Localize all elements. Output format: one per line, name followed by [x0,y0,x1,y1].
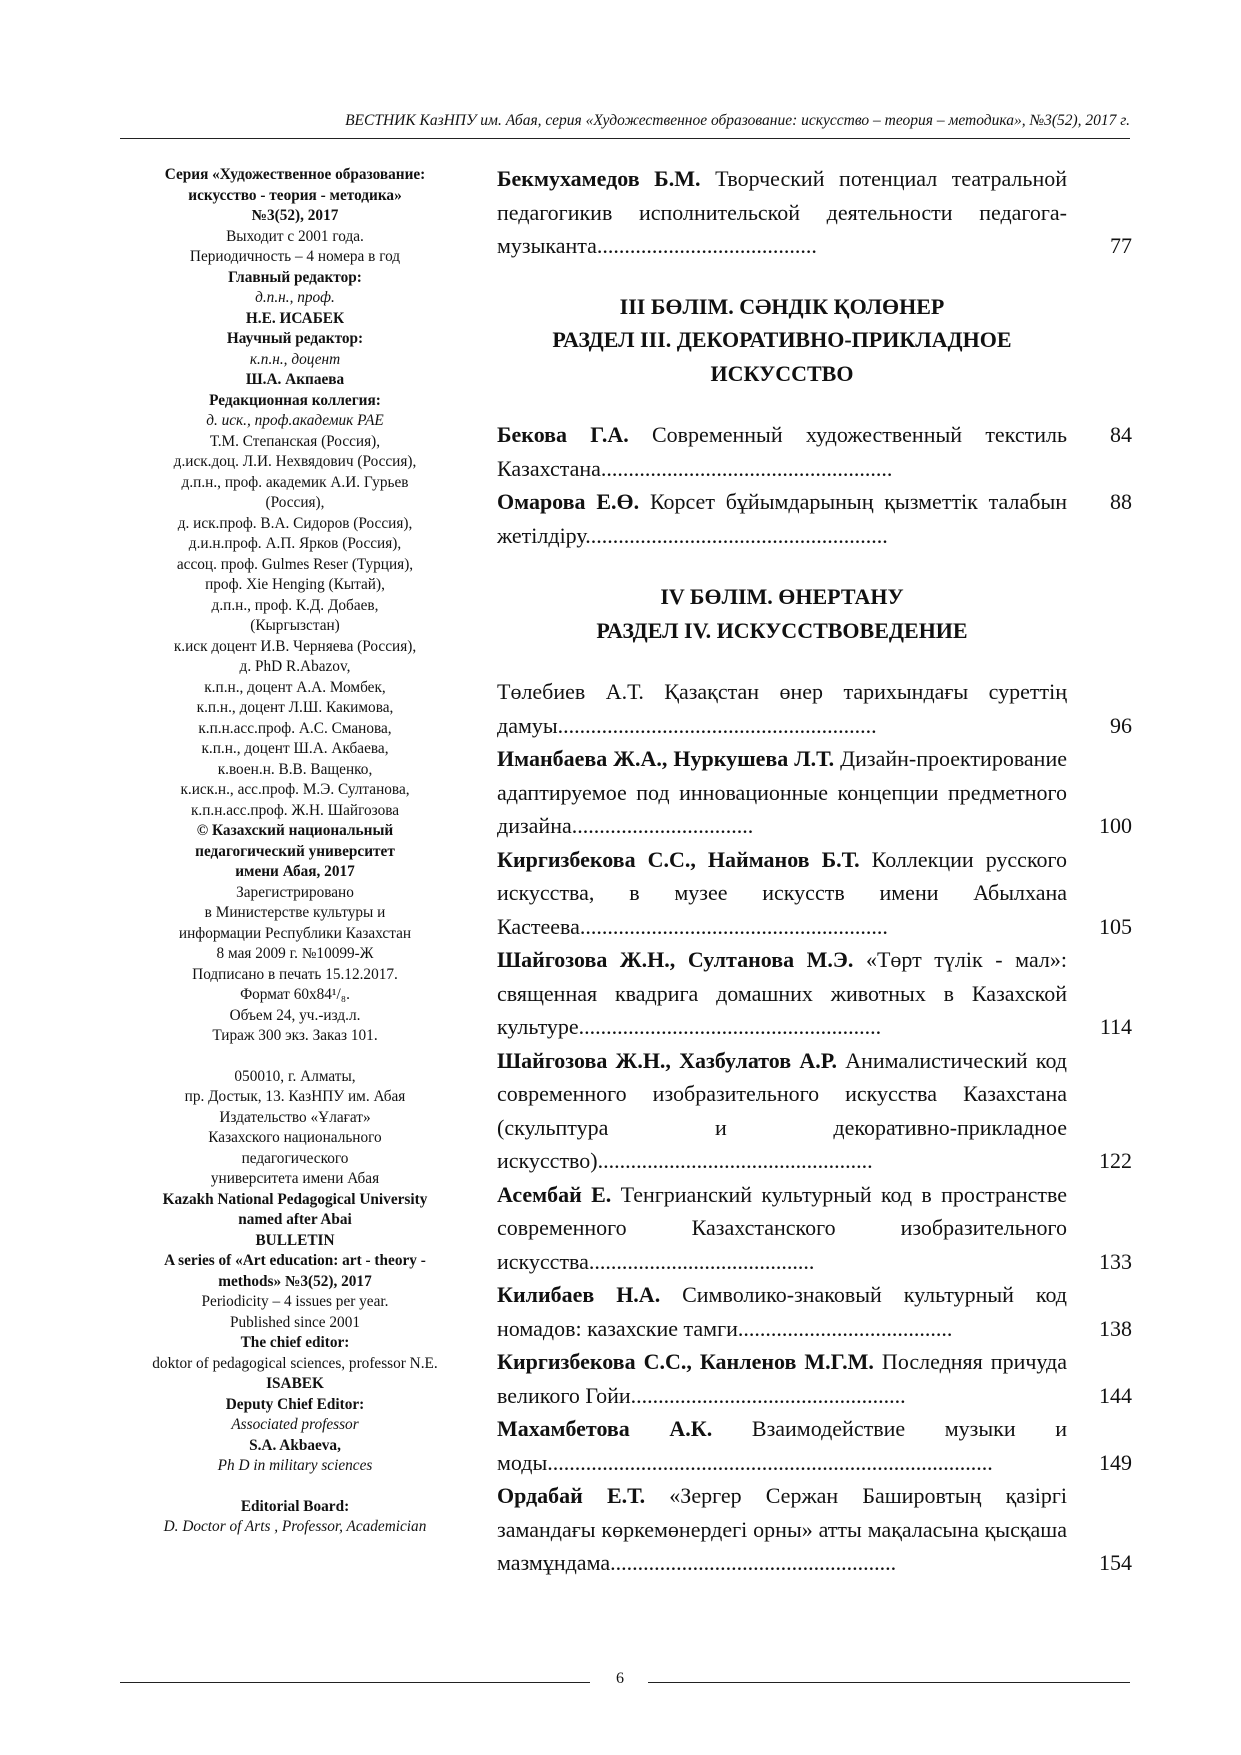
section-heading-line: ИСКУССТВО [710,360,854,386]
toc-author: Шайгозова Ж.Н., Султанова М.Э. [497,947,854,972]
info-line: Серия «Художественное образование: [164,166,426,183]
toc-page-number: 138 [1099,1315,1132,1341]
toc-entry-text [497,675,1067,742]
toc-entry [497,1178,1132,1279]
info-line: к.п.н., доцент [249,350,341,368]
info-line: д.и.н.проф. А.П. Ярков (Россия), [188,535,402,552]
info-line: университета имени Абая [210,1170,380,1187]
toc-entry-text [497,943,1067,1044]
info-line: к.п.н., доцент Л.Ш. Какимова, [196,699,394,716]
toc-entry [497,1412,1132,1479]
info-line: проф. Xie Henging (Кытай), [205,576,385,593]
toc-entry [497,418,1132,485]
toc-page-number: 144 [1099,1382,1132,1408]
info-line: Ш.А. Акпаева [245,371,345,388]
toc-page-number: 100 [1099,813,1132,838]
info-line: пр. Достык, 13. КазНПУ им. Абая [184,1088,406,1105]
toc-author: Киргизбекова С.С., Найманов Б.Т. [497,846,860,872]
section-heading [497,290,1067,391]
section-heading-line: IV БӨЛІМ. ӨНЕРТАНУ [660,584,904,609]
toc-entry-text [497,162,1067,263]
info-line: A series of «Art education: art - theory - [164,1252,426,1269]
table-of-contents [497,162,1132,1580]
info-line: Редакционная коллегия: [209,391,381,409]
info-line: Объем 24, уч.-изд.л. [229,1006,361,1024]
info-line: Научный редактор: [226,330,364,347]
info-line: (Кыргызстан) [250,617,340,634]
info-line: Зарегистрировано [236,883,354,901]
toc-entry [497,1044,1132,1178]
info-line: 050010, г. Алматы, [234,1067,356,1085]
info-line: д.иск.доц. Л.И. Нехвядович (Россия), [173,453,417,470]
running-header: ВЕСТНИК КазНПУ им. Абая, серия «Художественное образование: искусство – теория – методика», №3(52), 2017 г. [345,112,1130,129]
toc-title: Современный художественный текстиль Казахстана..................................................... [497,422,1067,481]
info-line: Ph D in military sciences [217,1457,373,1474]
toc-entry [497,1345,1132,1412]
info-line: Периодичность – 4 номера в год [189,248,401,265]
toc-page-number: 133 [1099,1248,1132,1274]
toc-page-number: 114 [1099,1014,1132,1039]
info-line: искусство - теория - методика» [188,186,402,204]
info-line: имени Абая, 2017 [235,863,355,880]
toc-title: Анималистический код современного изобразительного искусства Казахстана (скульптура и декоративно-прикладное искусство).................................................. [497,1047,1068,1173]
toc-author: Килибаев Н.А. [497,1282,661,1307]
info-line: Associated professor [231,1416,359,1433]
info-line: methods» №3(52), 2017 [218,1272,372,1290]
toc-entry-text [497,1178,1067,1279]
info-line: The chief editor: [240,1334,350,1351]
toc-title: Тенгрианский культурный код в пространстве современного Казахстанского изобразительного искусства......................................... [497,1181,1067,1274]
toc-page-number: 122 [1099,1148,1132,1173]
spacer [115,1047,475,1067]
info-line: педагогический университет [195,842,395,860]
info-line: © Казахский национальный [196,822,394,839]
page-number: 6 [616,1670,624,1687]
toc-title: Последняя причуда великого Гойи.................................................. [497,1349,1067,1408]
footer-rule-right [648,1682,1130,1683]
toc-title: Взаимодействие музыки и моды................................................................................. [497,1416,1068,1475]
toc-entry-text [497,1278,1067,1345]
info-line: Издательство «Ұлағат» [219,1108,371,1126]
info-line: к.п.н., доцент Ш.А. Акбаева, [201,740,389,757]
toc-page-number: 105 [1099,913,1132,939]
toc-entry-text [497,1479,1067,1580]
editorial-info-column [115,165,475,1538]
info-line: Н.Е. ИСАБЕК [245,309,345,327]
info-line: Periodicity – 4 issues per year. [201,1293,389,1310]
toc-page-number: 96 [1110,712,1132,738]
info-line: №3(52), 2017 [251,207,339,224]
info-line: д. PhD R.Abazov, [239,658,351,675]
toc-entry-text [497,1044,1067,1178]
toc-title: Төлебиев А.Т. Қазақстан өнер тарихындағы суреттің дамуы.......................................................... [497,679,1067,738]
toc-title: Творческий потенциал театральной педагогикив исполнительской деятельности педагога-музыканта........................................ [497,166,1067,258]
toc-entry [497,1479,1132,1580]
header-rule [120,138,1130,139]
toc-author: Асембай Е. [497,1181,612,1207]
info-line: к.п.н., доцент А.А. Момбек, [204,678,386,696]
toc-entry [497,675,1132,742]
toc-entry-text [497,1412,1067,1479]
info-line: к.иск.н., асс.проф. М.Э. Султанова, [180,781,410,798]
info-line: Формат 60x84¹/₈. [240,986,350,1003]
info-line: Deputy Chief Editor: [225,1395,365,1413]
toc-entry [497,943,1132,1044]
info-line: S.A. Akbaeva, [249,1436,341,1454]
toc-author: Махамбетова А.К. [497,1416,713,1441]
info-line: д. иск., проф.академик РАЕ [206,412,384,429]
info-line: ISABEK [266,1375,324,1392]
info-line: к.п.н.асс.проф. Ж.Н. Шайгозова [190,801,400,819]
info-line: к.воен.н. В.В. Ващенко, [217,760,373,778]
info-line: д.п.н., проф. академик А.И. Гурьев [181,473,409,491]
toc-page-number: 88 [1110,489,1132,514]
toc-entry [497,485,1132,552]
toc-entry [497,162,1132,263]
info-line: Kazakh National Pedagogical University [162,1190,428,1208]
info-line: named after Abai [238,1211,352,1228]
info-line: Выходит с 2001 года. [226,227,364,245]
info-line: Editorial Board: [240,1497,350,1515]
info-line: ассоц. проф. Gulmes Reser (Турция), [176,555,414,573]
toc-page-number: 149 [1099,1449,1132,1475]
toc-page-number: 154 [1099,1550,1132,1575]
info-line: д.п.н., проф. К.Д. Добаев, [211,596,379,614]
info-line: Казахского национального [208,1129,382,1146]
info-line: (Россия), [265,494,325,511]
toc-title: «Төрт түлік - мал»: священная квадрига домашних животных в Казахской культуре....................................................... [497,947,1068,1039]
info-line: Главный редактор: [228,268,362,286]
toc-author: Иманбаева Ж.А., Нуркушева Л.Т. [497,746,835,771]
info-line: д.п.н., проф. [255,289,335,306]
toc-entry-text [497,742,1067,843]
toc-author: Бекова Г.А. [497,422,629,447]
toc-entry [497,1278,1132,1345]
toc-title: Корсет бұйымдарының қызметтік талабын жетілдіру....................................................... [497,489,1067,548]
info-line: информации Республики Казахстан [178,924,412,942]
toc-entry-text [497,843,1067,944]
info-line: doktor of pedagogical sciences, professor N.E. [152,1354,438,1372]
toc-author: Бекмухамедов Б.М. [497,166,701,191]
section-heading [497,580,1067,647]
section-heading-line: ІІІ БӨЛІМ. СӘНДІК ҚОЛӨНЕР [619,293,945,319]
info-line: Published since 2001 [229,1313,361,1331]
info-line: Т.М. Степанская (Россия), [209,432,381,450]
toc-page-number: 84 [1110,422,1132,447]
info-line: педагогического [241,1149,349,1167]
toc-title: Символико-знаковый культурный код номадов: казахские тамги....................................... [497,1282,1067,1341]
info-line: D. Doctor of Arts , Professor, Academician [163,1518,427,1535]
toc-entry-text [497,1345,1067,1412]
section-heading-line: РАЗДЕЛ ІІІ. ДЕКОРАТИВНО-ПРИКЛАДНОЕ [552,327,1012,352]
toc-entry-text [497,418,1067,485]
info-line: Тираж 300 экз. Заказ 101. [212,1027,378,1044]
toc-title: «Зергер Сержан Башировтың қазіргі замандағы көркемөнердегі орны» атты мақаласына қысқаша мазмұндама.................................................... [497,1483,1067,1575]
info-line: к.иск доцент И.В. Черняева (Россия), [173,637,417,655]
toc-entry [497,843,1132,944]
toc-entry [497,742,1132,843]
toc-page-number: 77 [1110,233,1132,258]
footer-rule-left [120,1682,590,1683]
section-heading-line: РАЗДЕЛ IV. ИСКУССТВОВЕДЕНИЕ [596,617,968,643]
toc-title: Коллекции русского искусства, в музее искусств имени Абылхана Кастеева........................................................ [497,846,1067,939]
toc-author: Киргизбекова С.С., Канленов М.Г.М. [497,1349,874,1374]
info-line: Подписано в печать 15.12.2017. [192,965,398,983]
info-line: BULLETIN [255,1231,335,1249]
toc-title: Дизайн-проектирование адаптируемое под инновационные концепции предметного дизайна................................. [497,746,1067,838]
toc-author: Шайгозова Ж.Н., Хазбулатов А.Р. [497,1047,837,1073]
info-line: в Министерстве культуры и [204,904,386,921]
info-line: 8 мая 2009 г. №10099-Ж [216,945,374,962]
toc-entry-text [497,485,1067,552]
info-line: к.п.н.асс.проф. А.С. Сманова, [198,719,392,737]
spacer [115,1477,475,1497]
toc-author: Омарова Е.Ө. [497,489,640,514]
toc-author: Ордабай Е.Т. [497,1483,646,1508]
info-line: д. иск.проф. В.А. Сидоров (Россия), [177,514,413,532]
